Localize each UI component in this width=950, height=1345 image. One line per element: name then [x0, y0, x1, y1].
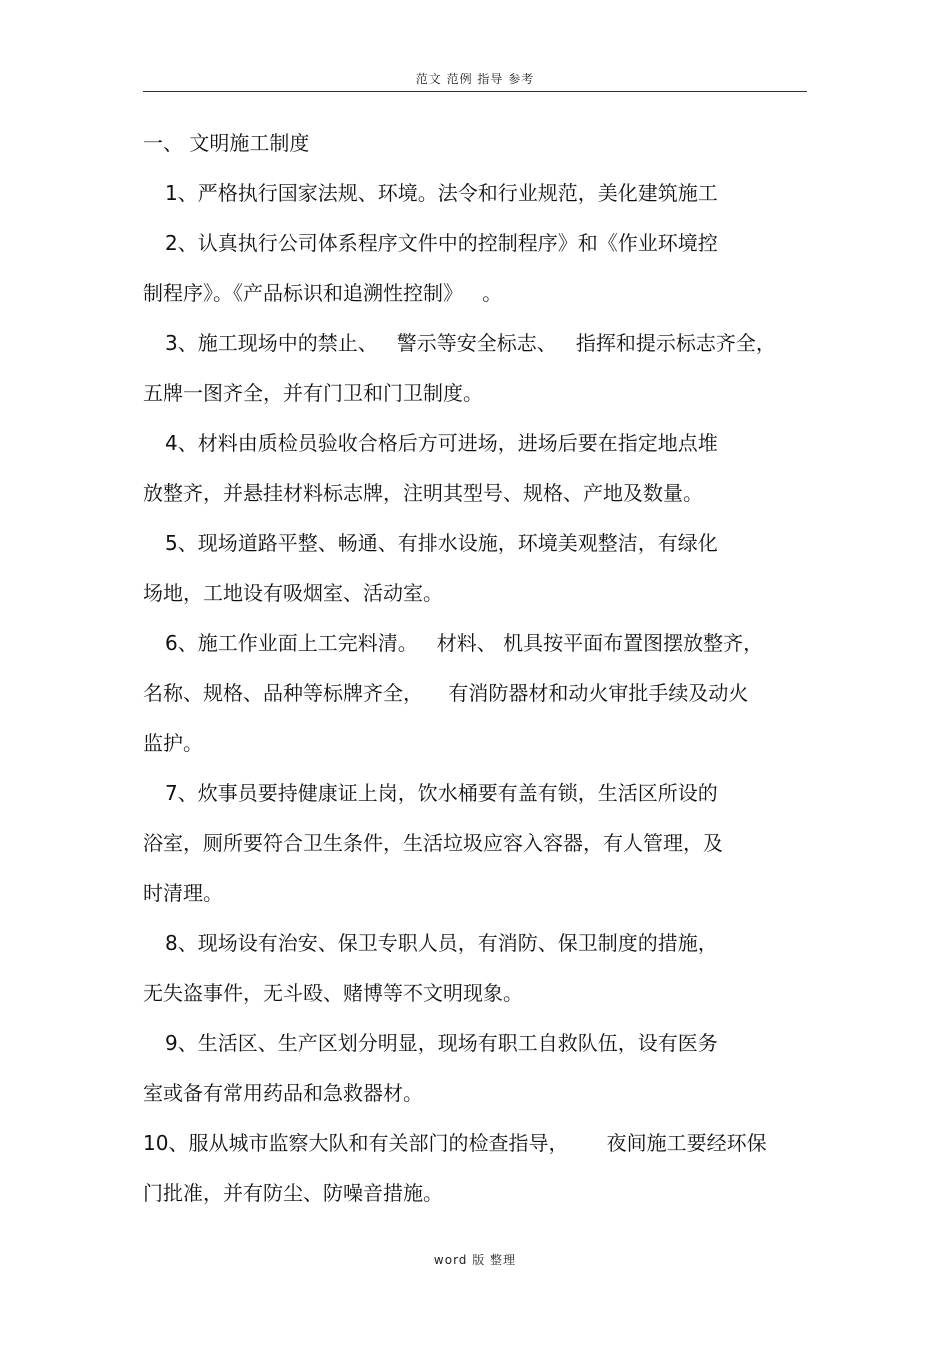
item-6-line-2: 名称、规格、品种等标牌齐全， 有消防器材和动火审批手续及动火 — [143, 681, 749, 705]
item-2-line-2: 制程序》。《产品标识和追溯性控制》 。 — [143, 281, 503, 305]
item-1-line-1: 1、严格执行国家法规、环境。法令和行业规范，美化建筑施工 — [165, 181, 718, 205]
page-footer: word 版 整理 — [433, 1253, 517, 1267]
page-header: 范文 范例 指导 参考 — [415, 72, 535, 86]
item-2-line-1: 2、认真执行公司体系程序文件中的控制程序》和《作业环境控 — [165, 231, 718, 255]
header-divider — [143, 91, 807, 92]
item-10-line-2: 门批准，并有防尘、防噪音措施。 — [143, 1181, 443, 1205]
item-6-line-1: 6、施工作业面上工完料清。 材料、 机具按平面布置图摆放整齐， — [165, 631, 764, 655]
item-7-line-2: 浴室，厕所要符合卫生条件，生活垃圾应容入容器，有人管理，及 — [143, 831, 723, 855]
item-7-line-1: 7、炊事员要持健康证上岗，饮水桶要有盖有锁，生活区所设的 — [165, 781, 718, 805]
item-4-line-1: 4、材料由质检员验收合格后方可进场，进场后要在指定地点堆 — [165, 431, 718, 455]
item-8-line-1: 8、现场设有治安、保卫专职人员，有消防、保卫制度的措施， — [165, 931, 718, 955]
item-5-line-1: 5、现场道路平整、畅通、有排水设施，环境美观整洁，有绿化 — [165, 531, 718, 555]
item-8-line-2: 无失盗事件，无斗殴、赌博等不文明现象。 — [143, 981, 523, 1005]
item-6-line-3: 监护。 — [143, 731, 203, 755]
item-7-line-3: 时清理。 — [143, 881, 223, 905]
item-9-line-2: 室或备有常用药品和急救器材。 — [143, 1081, 423, 1105]
item-3-line-2: 五牌一图齐全，并有门卫和门卫制度。 — [143, 381, 483, 405]
item-5-line-2: 场地，工地设有吸烟室、活动室。 — [143, 581, 443, 605]
item-4-line-2: 放整齐，并悬挂材料标志牌，注明其型号、规格、产地及数量。 — [143, 481, 703, 505]
item-3-line-1: 3、施工现场中的禁止、 警示等安全标志、 指挥和提示标志齐全， — [165, 331, 776, 355]
section-title: 一、 文明施工制度 — [143, 131, 310, 155]
document-body — [143, 118, 807, 1218]
item-10-line-1: 10、服从城市监察大队和有关部门的检查指导， 夜间施工要经环保 — [143, 1131, 767, 1155]
item-9-line-1: 9、生活区、生产区划分明显，现场有职工自救队伍，设有医务 — [165, 1031, 718, 1055]
